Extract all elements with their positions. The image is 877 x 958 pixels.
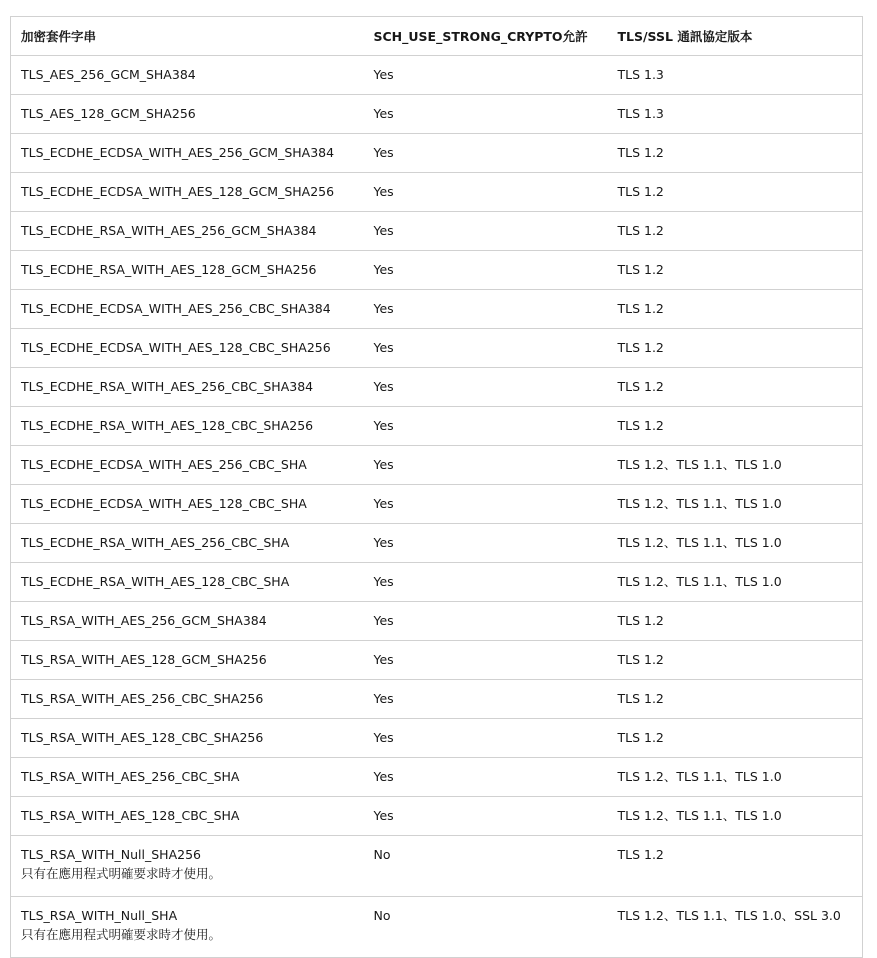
table-row: [11, 797, 863, 836]
cipher-suite-table: [10, 16, 863, 958]
cell-cipher-suite: [11, 680, 364, 719]
cell-cipher-suite: [11, 251, 364, 290]
cell-protocol-versions: TLS 1.3: [608, 95, 863, 134]
table-row: [11, 602, 863, 641]
cell-strong-crypto: Yes: [364, 290, 608, 329]
cell-protocol-versions: TLS 1.2、TLS 1.1、TLS 1.0: [608, 797, 863, 836]
cipher-suite-name: TLS_ECDHE_ECDSA_WITH_AES_128_GCM_SHA256: [21, 184, 335, 199]
cell-strong-crypto: Yes: [364, 56, 608, 95]
table-header: [11, 17, 863, 56]
cell-cipher-suite: [11, 290, 364, 329]
cipher-suite-name: TLS_ECDHE_RSA_WITH_AES_128_CBC_SHA256: [21, 418, 314, 433]
cipher-suite-name: TLS_AES_128_GCM_SHA256: [21, 106, 196, 121]
cell-protocol-versions: TLS 1.2: [608, 719, 863, 758]
cell-strong-crypto: No: [364, 836, 608, 897]
table-row: [11, 212, 863, 251]
cipher-suite-table-container: [10, 16, 862, 958]
cell-strong-crypto: Yes: [364, 368, 608, 407]
cell-strong-crypto: Yes: [364, 485, 608, 524]
table-row: [11, 173, 863, 212]
cell-cipher-suite: [11, 563, 364, 602]
cipher-suite-name: TLS_RSA_WITH_AES_128_CBC_SHA: [21, 808, 240, 823]
cell-strong-crypto: Yes: [364, 329, 608, 368]
cell-cipher-suite: [11, 641, 364, 680]
cipher-suite-name: TLS_ECDHE_RSA_WITH_AES_256_CBC_SHA384: [21, 379, 314, 394]
cipher-suite-name: TLS_ECDHE_ECDSA_WITH_AES_256_CBC_SHA384: [21, 301, 331, 316]
cell-strong-crypto: Yes: [364, 563, 608, 602]
cell-strong-crypto: Yes: [364, 758, 608, 797]
column-header-protocol-versions: TLS/SSL 通訊協定版本: [608, 17, 863, 56]
cipher-suite-name: TLS_AES_256_GCM_SHA384: [21, 67, 196, 82]
table-row: [11, 719, 863, 758]
cell-strong-crypto: Yes: [364, 446, 608, 485]
cell-strong-crypto: Yes: [364, 95, 608, 134]
column-header-cipher-suite: 加密套件字串: [11, 17, 364, 56]
cell-cipher-suite: [11, 485, 364, 524]
cell-protocol-versions: TLS 1.2、TLS 1.1、TLS 1.0、SSL 3.0: [608, 897, 863, 958]
cell-strong-crypto: Yes: [364, 251, 608, 290]
cell-cipher-suite: [11, 758, 364, 797]
cipher-suite-name: TLS_RSA_WITH_Null_SHA256: [21, 847, 201, 862]
cell-cipher-suite: [11, 134, 364, 173]
table-row: [11, 56, 863, 95]
cipher-suite-name: TLS_RSA_WITH_AES_128_GCM_SHA256: [21, 652, 267, 667]
cell-cipher-suite: [11, 56, 364, 95]
cell-cipher-suite: [11, 602, 364, 641]
table-row: [11, 836, 863, 897]
cell-strong-crypto: Yes: [364, 602, 608, 641]
table-header-row: [11, 17, 863, 56]
cipher-suite-name: TLS_ECDHE_ECDSA_WITH_AES_256_CBC_SHA: [21, 457, 307, 472]
cipher-suite-name: TLS_RSA_WITH_AES_128_CBC_SHA256: [21, 730, 264, 745]
cell-strong-crypto: Yes: [364, 173, 608, 212]
cipher-suite-name: TLS_ECDHE_RSA_WITH_AES_128_GCM_SHA256: [21, 262, 317, 277]
cell-protocol-versions: TLS 1.2: [608, 212, 863, 251]
cell-cipher-suite: [11, 897, 364, 958]
cipher-suite-name: TLS_RSA_WITH_AES_256_CBC_SHA: [21, 769, 240, 784]
cell-strong-crypto: Yes: [364, 212, 608, 251]
table-row: [11, 897, 863, 958]
table-row: [11, 524, 863, 563]
table-row: [11, 95, 863, 134]
cell-protocol-versions: TLS 1.2: [608, 836, 863, 897]
cell-strong-crypto: Yes: [364, 641, 608, 680]
cell-strong-crypto: No: [364, 897, 608, 958]
cell-cipher-suite: [11, 95, 364, 134]
table-row: [11, 329, 863, 368]
table-body: [11, 56, 863, 958]
cell-protocol-versions: TLS 1.2: [608, 173, 863, 212]
cell-protocol-versions: TLS 1.2、TLS 1.1、TLS 1.0: [608, 524, 863, 563]
cell-cipher-suite: [11, 719, 364, 758]
cell-cipher-suite: [11, 212, 364, 251]
cipher-suite-name: TLS_ECDHE_RSA_WITH_AES_256_CBC_SHA: [21, 535, 290, 550]
cell-protocol-versions: TLS 1.2: [608, 290, 863, 329]
cipher-suite-name: TLS_RSA_WITH_Null_SHA: [21, 908, 178, 923]
cell-strong-crypto: Yes: [364, 524, 608, 563]
column-header-strong-crypto: SCH_USE_STRONG_CRYPTO允許: [364, 17, 608, 56]
cell-protocol-versions: TLS 1.2: [608, 602, 863, 641]
cell-cipher-suite: [11, 368, 364, 407]
cell-protocol-versions: TLS 1.2、TLS 1.1、TLS 1.0: [608, 446, 863, 485]
table-row: [11, 758, 863, 797]
cell-protocol-versions: TLS 1.2、TLS 1.1、TLS 1.0: [608, 485, 863, 524]
cell-protocol-versions: TLS 1.2: [608, 368, 863, 407]
table-row: [11, 563, 863, 602]
cipher-suite-name: TLS_ECDHE_RSA_WITH_AES_128_CBC_SHA: [21, 574, 290, 589]
cell-protocol-versions: TLS 1.2、TLS 1.1、TLS 1.0: [608, 563, 863, 602]
cell-strong-crypto: Yes: [364, 719, 608, 758]
table-row: [11, 680, 863, 719]
cipher-suite-name: TLS_RSA_WITH_AES_256_GCM_SHA384: [21, 613, 267, 628]
cell-protocol-versions: TLS 1.2: [608, 407, 863, 446]
cell-protocol-versions: TLS 1.2: [608, 641, 863, 680]
table-row: [11, 290, 863, 329]
cell-strong-crypto: Yes: [364, 797, 608, 836]
cipher-suite-note: 只有在應用程式明確要求時才使用。: [21, 927, 222, 942]
cell-strong-crypto: Yes: [364, 134, 608, 173]
cell-cipher-suite: [11, 836, 364, 897]
table-row: [11, 134, 863, 173]
cell-cipher-suite: [11, 407, 364, 446]
cell-cipher-suite: [11, 446, 364, 485]
cell-cipher-suite: [11, 797, 364, 836]
cell-strong-crypto: Yes: [364, 680, 608, 719]
table-row: [11, 446, 863, 485]
cipher-suite-name: TLS_RSA_WITH_AES_256_CBC_SHA256: [21, 691, 264, 706]
cell-strong-crypto: Yes: [364, 407, 608, 446]
table-row: [11, 368, 863, 407]
cell-protocol-versions: TLS 1.3: [608, 56, 863, 95]
cipher-suite-name: TLS_ECDHE_RSA_WITH_AES_256_GCM_SHA384: [21, 223, 317, 238]
cell-cipher-suite: [11, 173, 364, 212]
cipher-suite-name: TLS_ECDHE_ECDSA_WITH_AES_128_CBC_SHA: [21, 496, 307, 511]
cell-cipher-suite: [11, 524, 364, 563]
cell-cipher-suite: [11, 329, 364, 368]
cell-protocol-versions: TLS 1.2: [608, 134, 863, 173]
cell-protocol-versions: TLS 1.2: [608, 329, 863, 368]
cell-protocol-versions: TLS 1.2: [608, 680, 863, 719]
cipher-suite-name: TLS_ECDHE_ECDSA_WITH_AES_128_CBC_SHA256: [21, 340, 331, 355]
table-row: [11, 407, 863, 446]
table-row: [11, 251, 863, 290]
cipher-suite-name: TLS_ECDHE_ECDSA_WITH_AES_256_GCM_SHA384: [21, 145, 335, 160]
table-row: [11, 641, 863, 680]
cell-protocol-versions: TLS 1.2、TLS 1.1、TLS 1.0: [608, 758, 863, 797]
cipher-suite-note: 只有在應用程式明確要求時才使用。: [21, 866, 222, 881]
cell-protocol-versions: TLS 1.2: [608, 251, 863, 290]
table-row: [11, 485, 863, 524]
